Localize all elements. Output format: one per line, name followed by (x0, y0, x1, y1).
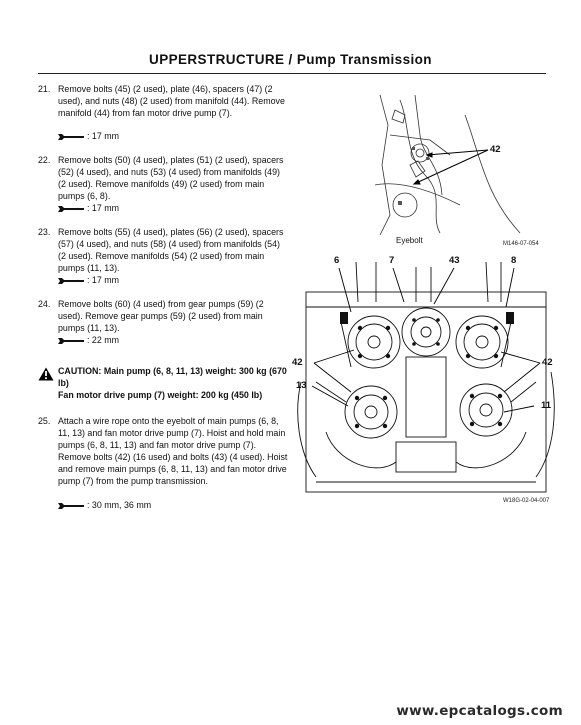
callout-42-left: 42 (292, 357, 303, 368)
callout-8: 8 (511, 255, 517, 266)
wrench-spec-23 (58, 275, 119, 286)
wrench-spec-21 (58, 131, 119, 142)
callout-43: 43 (449, 255, 460, 266)
page-title: UPPERSTRUCTURE / Pump Transmission (149, 52, 432, 67)
step-text: Remove bolts (45) (2 used), plate (46), spacers (47) (2 used), and nuts (48) (2 used) from manifold (44). Remove manifold (44) from fan motor drive pump (7). (58, 84, 285, 118)
wrench-icon (58, 133, 84, 141)
step-text: Remove bolts (50) (4 used), plates (51) (2 used), spacers (52) (4 used), and nuts (53) (4 used) from manifolds (49) (2 used). Remove manifolds (49) (2 used) from main pumps (6, 8). (58, 155, 284, 201)
wrench-size: : 22 mm (87, 335, 120, 345)
step-number: 22. (38, 155, 51, 165)
warning-icon (38, 367, 54, 381)
wrench-icon (58, 205, 84, 213)
step-number: 21. (38, 84, 51, 94)
callout-42-top: 42 (490, 144, 501, 155)
caution-block (38, 366, 288, 402)
wrench-spec-24 (58, 335, 119, 346)
step-21 (38, 84, 288, 120)
wrench-size: : 30 mm, 36 mm (87, 500, 152, 510)
step-24 (38, 299, 288, 335)
caution-fan-pump: Fan motor drive pump (7) weight: 200 kg (450 lb) (58, 389, 263, 400)
step-number: 23. (38, 227, 51, 237)
eyebolt-photo (370, 95, 530, 235)
wrench-icon (58, 337, 84, 345)
step-text: Remove bolts (60) (4 used) from gear pumps (59) (2 used). Remove gear pumps (59) (2 used) from main pumps (11, 13). (58, 299, 264, 333)
callout-11: 11 (541, 400, 552, 411)
callout-42-right: 42 (542, 357, 553, 368)
footer-watermark: www.epcatalogs.com (396, 703, 563, 719)
step-number: 25. (38, 416, 51, 426)
wrench-icon (58, 502, 84, 510)
eyebolt-label: Eyebolt (396, 236, 423, 245)
callout-13: 13 (296, 380, 307, 391)
callout-6: 6 (334, 255, 340, 266)
figure-code-top: M146-07-054 (503, 241, 539, 247)
figure-code-bottom: W18G-02-04-007 (503, 498, 550, 504)
step-23 (38, 227, 288, 275)
step-22 (38, 155, 288, 203)
step-number: 24. (38, 299, 51, 309)
wrench-spec-22 (58, 203, 119, 214)
callout-7: 7 (389, 255, 395, 266)
title-rule (38, 73, 546, 74)
step-text: Remove bolts (55) (4 used), plates (56) (2 used), spacers (57) (4 used), and nuts (58) (4 used) from manifolds (54) (2 used). Remove manifolds (54) (2 used) from main pumps (11, 13). (58, 227, 284, 273)
pump-transmission-diagram (296, 262, 556, 497)
step-text: Attach a wire rope onto the eyebolt of main pumps (6, 8, 11, 13) and fan motor drive pump (7). Hoist and hold main pumps (6, 8, 11, 13) and fan motor drive pump (7). Remove bolts (42) (16 used) and bolts (43) (4 used). Hoist and remove main pumps (6, 8, 11, 13) and fan motor drive pump (7) from the pump transmission. (58, 416, 288, 486)
wrench-size: : 17 mm (87, 275, 120, 285)
wrench-size: : 17 mm (87, 203, 120, 213)
caution-main-pump: CAUTION: Main pump (6, 8, 11, 13) weight: 300 kg (670 lb) (58, 366, 287, 388)
wrench-icon (58, 277, 84, 285)
wrench-size: : 17 mm (87, 131, 120, 141)
wrench-spec-25 (58, 500, 151, 511)
step-25 (38, 416, 288, 487)
